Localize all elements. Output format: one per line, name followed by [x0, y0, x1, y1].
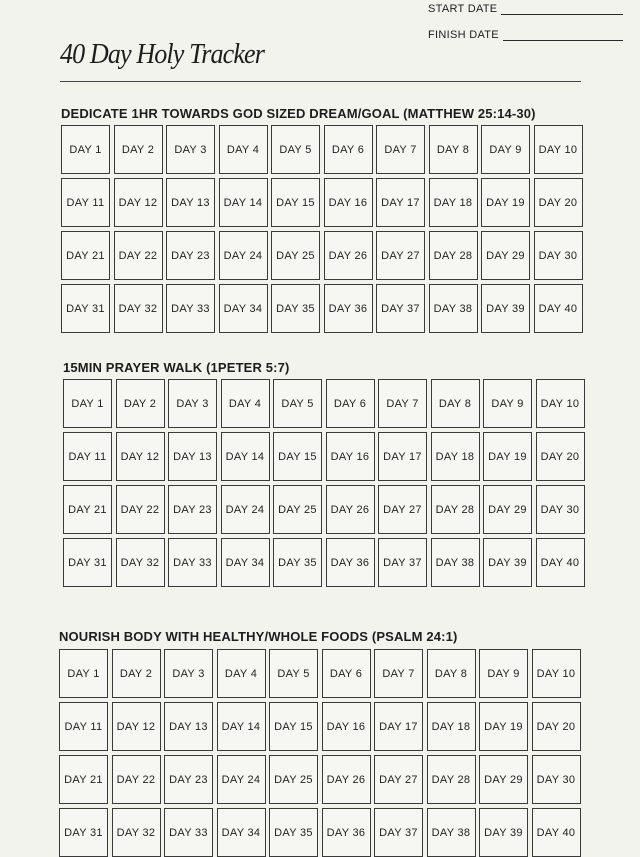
day-box-37[interactable]: DAY 37 [378, 538, 427, 587]
day-box-34[interactable]: DAY 34 [221, 538, 270, 587]
day-box-19[interactable]: DAY 19 [483, 432, 532, 481]
day-box-40[interactable]: DAY 40 [532, 808, 581, 857]
day-box-10[interactable]: DAY 10 [534, 125, 583, 174]
day-box-5[interactable]: DAY 5 [273, 379, 322, 428]
day-box-8[interactable]: DAY 8 [427, 649, 476, 698]
day-box-34[interactable]: DAY 34 [217, 808, 266, 857]
day-box-1[interactable]: DAY 1 [59, 649, 108, 698]
section-heading-prayer-walk: 15MIN PRAYER WALK (1PETER 5:7) [63, 360, 290, 375]
day-box-18[interactable]: DAY 18 [429, 178, 478, 227]
day-box-38[interactable]: DAY 38 [429, 284, 478, 333]
day-box-4[interactable]: DAY 4 [217, 649, 266, 698]
day-box-7[interactable]: DAY 7 [378, 379, 427, 428]
day-box-30[interactable]: DAY 30 [534, 231, 583, 280]
finish-date-label: FINISH DATE [428, 29, 499, 41]
day-box-12[interactable]: DAY 12 [116, 432, 165, 481]
day-box-6[interactable]: DAY 6 [324, 125, 373, 174]
day-box-24[interactable]: DAY 24 [221, 485, 270, 534]
day-box-2[interactable]: DAY 2 [112, 649, 161, 698]
day-box-16[interactable]: DAY 16 [324, 178, 373, 227]
day-box-15[interactable]: DAY 15 [273, 432, 322, 481]
day-box-23[interactable]: DAY 23 [168, 485, 217, 534]
day-box-37[interactable]: DAY 37 [376, 284, 425, 333]
day-box-35[interactable]: DAY 35 [269, 808, 318, 857]
day-box-4[interactable]: DAY 4 [219, 125, 268, 174]
day-box-28[interactable]: DAY 28 [431, 485, 480, 534]
day-box-1[interactable]: DAY 1 [61, 125, 110, 174]
day-box-12[interactable]: DAY 12 [112, 702, 161, 751]
day-box-6[interactable]: DAY 6 [326, 379, 375, 428]
day-box-8[interactable]: DAY 8 [431, 379, 480, 428]
day-box-31[interactable]: DAY 31 [61, 284, 110, 333]
day-box-14[interactable]: DAY 14 [217, 702, 266, 751]
page-title: 40 Day Holy Tracker [60, 38, 264, 70]
day-box-7[interactable]: DAY 7 [374, 649, 423, 698]
day-box-39[interactable]: DAY 39 [479, 808, 528, 857]
day-box-7[interactable]: DAY 7 [376, 125, 425, 174]
finish-date-field[interactable] [428, 27, 623, 41]
day-box-27[interactable]: DAY 27 [378, 485, 427, 534]
day-box-21[interactable]: DAY 21 [59, 755, 108, 804]
day-box-25[interactable]: DAY 25 [269, 755, 318, 804]
day-box-3[interactable]: DAY 3 [164, 649, 213, 698]
day-box-13[interactable]: DAY 13 [164, 702, 213, 751]
day-box-33[interactable]: DAY 33 [168, 538, 217, 587]
day-grid-prayer-walk [63, 379, 585, 587]
day-box-21[interactable]: DAY 21 [61, 231, 110, 280]
day-box-20[interactable]: DAY 20 [532, 702, 581, 751]
day-box-32[interactable]: DAY 32 [116, 538, 165, 587]
day-box-19[interactable]: DAY 19 [479, 702, 528, 751]
day-box-17[interactable]: DAY 17 [376, 178, 425, 227]
day-box-35[interactable]: DAY 35 [273, 538, 322, 587]
start-date-line[interactable] [501, 4, 623, 15]
day-box-16[interactable]: DAY 16 [322, 702, 371, 751]
day-box-22[interactable]: DAY 22 [112, 755, 161, 804]
day-box-11[interactable]: DAY 11 [61, 178, 110, 227]
section-heading-dream-goal: DEDICATE 1HR TOWARDS GOD SIZED DREAM/GOAL (MATTHEW 25:14-30) [61, 106, 536, 121]
day-box-28[interactable]: DAY 28 [429, 231, 478, 280]
day-box-31[interactable]: DAY 31 [59, 808, 108, 857]
day-grid-dream-goal [61, 125, 583, 333]
day-box-10[interactable]: DAY 10 [532, 649, 581, 698]
day-box-30[interactable]: DAY 30 [536, 485, 585, 534]
day-box-19[interactable]: DAY 19 [481, 178, 530, 227]
day-box-18[interactable]: DAY 18 [427, 702, 476, 751]
day-box-17[interactable]: DAY 17 [374, 702, 423, 751]
day-box-37[interactable]: DAY 37 [374, 808, 423, 857]
day-box-28[interactable]: DAY 28 [427, 755, 476, 804]
day-box-30[interactable]: DAY 30 [532, 755, 581, 804]
day-box-22[interactable]: DAY 22 [114, 231, 163, 280]
day-box-5[interactable]: DAY 5 [269, 649, 318, 698]
day-box-23[interactable]: DAY 23 [166, 231, 215, 280]
day-box-34[interactable]: DAY 34 [219, 284, 268, 333]
day-box-14[interactable]: DAY 14 [219, 178, 268, 227]
day-box-14[interactable]: DAY 14 [221, 432, 270, 481]
day-box-6[interactable]: DAY 6 [322, 649, 371, 698]
day-box-40[interactable]: DAY 40 [536, 538, 585, 587]
day-box-15[interactable]: DAY 15 [271, 178, 320, 227]
day-box-23[interactable]: DAY 23 [164, 755, 213, 804]
day-box-36[interactable]: DAY 36 [322, 808, 371, 857]
day-box-36[interactable]: DAY 36 [326, 538, 375, 587]
day-box-8[interactable]: DAY 8 [429, 125, 478, 174]
day-box-3[interactable]: DAY 3 [166, 125, 215, 174]
day-box-22[interactable]: DAY 22 [116, 485, 165, 534]
day-box-29[interactable]: DAY 29 [483, 485, 532, 534]
day-box-11[interactable]: DAY 11 [59, 702, 108, 751]
day-box-35[interactable]: DAY 35 [271, 284, 320, 333]
finish-date-line[interactable] [503, 30, 623, 41]
day-box-10[interactable]: DAY 10 [536, 379, 585, 428]
day-box-9[interactable]: DAY 9 [479, 649, 528, 698]
day-box-2[interactable]: DAY 2 [116, 379, 165, 428]
day-box-9[interactable]: DAY 9 [481, 125, 530, 174]
day-box-33[interactable]: DAY 33 [164, 808, 213, 857]
day-box-24[interactable]: DAY 24 [219, 231, 268, 280]
day-box-1[interactable]: DAY 1 [63, 379, 112, 428]
day-box-32[interactable]: DAY 32 [112, 808, 161, 857]
day-box-36[interactable]: DAY 36 [324, 284, 373, 333]
day-box-2[interactable]: DAY 2 [114, 125, 163, 174]
day-box-38[interactable]: DAY 38 [431, 538, 480, 587]
day-box-13[interactable]: DAY 13 [168, 432, 217, 481]
day-box-3[interactable]: DAY 3 [168, 379, 217, 428]
day-box-31[interactable]: DAY 31 [63, 538, 112, 587]
day-box-18[interactable]: DAY 18 [431, 432, 480, 481]
day-box-39[interactable]: DAY 39 [481, 284, 530, 333]
day-box-25[interactable]: DAY 25 [271, 231, 320, 280]
day-box-29[interactable]: DAY 29 [479, 755, 528, 804]
title-divider [60, 81, 581, 82]
day-box-32[interactable]: DAY 32 [114, 284, 163, 333]
day-grid-healthy-foods [59, 649, 581, 857]
day-box-20[interactable]: DAY 20 [534, 178, 583, 227]
day-box-25[interactable]: DAY 25 [273, 485, 322, 534]
day-box-33[interactable]: DAY 33 [166, 284, 215, 333]
start-date-field[interactable] [428, 1, 623, 15]
day-box-27[interactable]: DAY 27 [374, 755, 423, 804]
day-box-21[interactable]: DAY 21 [63, 485, 112, 534]
day-box-17[interactable]: DAY 17 [378, 432, 427, 481]
day-box-40[interactable]: DAY 40 [534, 284, 583, 333]
day-box-27[interactable]: DAY 27 [376, 231, 425, 280]
day-box-15[interactable]: DAY 15 [269, 702, 318, 751]
day-box-38[interactable]: DAY 38 [427, 808, 476, 857]
day-box-11[interactable]: DAY 11 [63, 432, 112, 481]
day-box-9[interactable]: DAY 9 [483, 379, 532, 428]
start-date-label: START DATE [428, 3, 498, 15]
day-box-24[interactable]: DAY 24 [217, 755, 266, 804]
day-box-20[interactable]: DAY 20 [536, 432, 585, 481]
day-box-26[interactable]: DAY 26 [324, 231, 373, 280]
day-box-16[interactable]: DAY 16 [326, 432, 375, 481]
day-box-4[interactable]: DAY 4 [221, 379, 270, 428]
section-heading-healthy-foods: NOURISH BODY WITH HEALTHY/WHOLE FOODS (PSALM 24:1) [59, 629, 458, 644]
day-box-29[interactable]: DAY 29 [481, 231, 530, 280]
day-box-26[interactable]: DAY 26 [322, 755, 371, 804]
day-box-26[interactable]: DAY 26 [326, 485, 375, 534]
day-box-39[interactable]: DAY 39 [483, 538, 532, 587]
day-box-5[interactable]: DAY 5 [271, 125, 320, 174]
day-box-13[interactable]: DAY 13 [166, 178, 215, 227]
day-box-12[interactable]: DAY 12 [114, 178, 163, 227]
